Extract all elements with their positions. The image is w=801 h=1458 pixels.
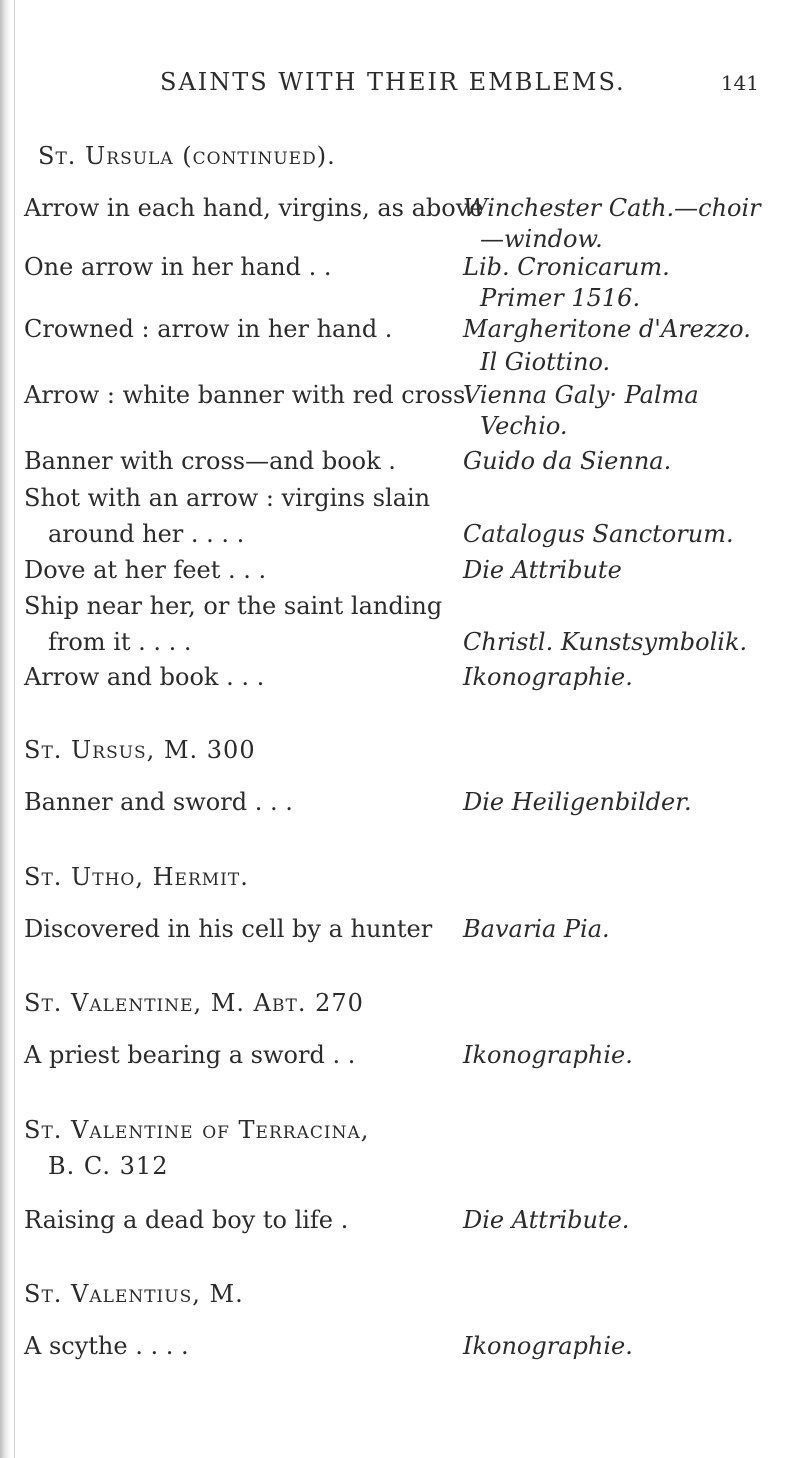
authority-ref: Winchester Cath.—choir [463,194,761,222]
authority-ref: Die Heiligenbilder. [463,788,692,816]
emblem-entry: Banner and sword . . . [24,788,293,816]
emblem-entry-cont: around her . . . . [48,520,245,548]
authority-ref: Die Attribute [463,556,622,584]
emblem-entry: Banner with cross—and book . [24,447,396,475]
saint-heading-cont: B. C. 312 [48,1152,169,1180]
authority-ref: Ikonographie. [463,1332,633,1360]
emblem-entry: Shot with an arrow : virgins slain [24,484,431,512]
saint-heading: St. Valentius, M. [24,1280,244,1308]
saint-heading: St. Valentine, M. Abt. 270 [24,989,364,1017]
authority-ref: Ikonographie. [463,1041,633,1069]
authority-ref-cont: Il Giottino. [480,348,611,376]
authority-ref: Die Attribute. [463,1206,630,1234]
authority-ref: Ikonographie. [463,663,633,691]
emblem-entry: Ship near her, or the saint landing [24,592,443,620]
emblem-entry: Discovered in his cell by a hunter [24,915,433,943]
saint-heading: St. Valentine of Terracina, [24,1116,370,1144]
emblem-entry: Crowned : arrow in her hand . [24,315,393,343]
authority-ref-cont: —window. [480,225,603,253]
emblem-entry: Raising a dead boy to life . [24,1206,349,1234]
emblem-entry: Dove at her feet . . . [24,556,267,584]
emblem-entry: A priest bearing a sword . . [24,1041,356,1069]
scan-line [14,0,15,1458]
authority-ref: Guido da Sienna. [463,447,672,475]
emblem-entry: A scythe . . . . [24,1332,189,1360]
authority-ref: Lib. Cronicarum. [463,253,670,281]
page-number: 141 [720,71,759,95]
authority-ref: Catalogus Sanctorum. [463,520,734,548]
emblem-entry-cont: from it . . . . [48,628,192,656]
emblem-entry: Arrow in each hand, virgins, as above [24,194,484,222]
emblem-entry: Arrow : white banner with red cross [24,381,466,409]
page-header [0,60,801,100]
emblem-entry: One arrow in her hand . . [24,253,332,281]
authority-ref: Vienna Galy· Palma [463,381,699,409]
authority-ref: Christl. Kunstsymbolik. [463,628,748,656]
saint-heading: St. Ursus, M. 300 [24,736,256,764]
emblem-entry: Arrow and book . . . [24,663,265,691]
authority-ref-cont: Primer 1516. [480,284,641,312]
saint-heading: St. Utho, Hermit. [24,863,249,891]
saint-heading: St. Ursula (continued). [38,142,336,170]
authority-ref-cont: Vechio. [480,412,568,440]
running-head: SAINTS WITH THEIR EMBLEMS. [160,68,626,96]
scan-edge [0,0,10,1458]
authority-ref: Margheritone d'Arezzo. [463,315,751,343]
authority-ref: Bavaria Pia. [463,915,610,943]
